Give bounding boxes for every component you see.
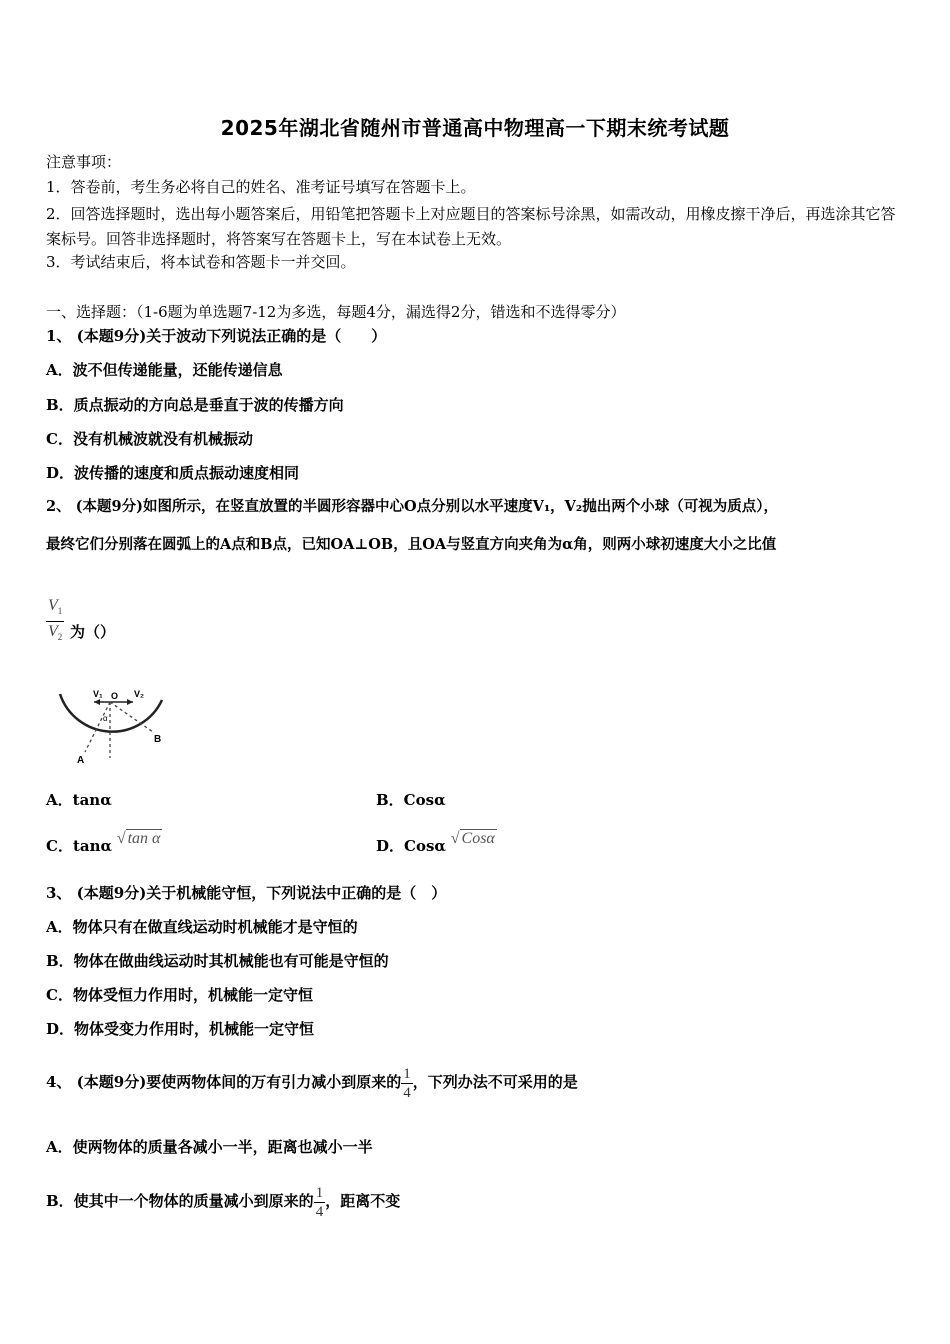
label-b: B bbox=[154, 734, 162, 745]
section-heading: 一、选择题：（1-6题为单选题7-12为多选，每题4分，漏选得2分，错选和不选得零分） bbox=[46, 303, 626, 321]
v1-arrow-icon bbox=[94, 699, 100, 705]
notice-heading: 注意事项： bbox=[46, 153, 122, 171]
q2-option-d-row bbox=[376, 830, 497, 857]
q2-ratio-numerator-sub: 1 bbox=[57, 606, 63, 617]
q4-stem bbox=[46, 1062, 578, 1102]
q2-option-d: D．Cosα bbox=[376, 837, 446, 855]
q2-option-c-row bbox=[46, 830, 162, 857]
q4-option-b-fraction bbox=[314, 1184, 326, 1221]
label-v1: V₁ bbox=[93, 689, 103, 699]
q2-option-a: A．tanα bbox=[46, 791, 112, 809]
q2-ratio-denominator: V bbox=[48, 623, 58, 641]
q4-fraction-numerator: 1 bbox=[403, 1065, 411, 1082]
q4-option-b-numerator: 1 bbox=[315, 1184, 324, 1201]
q2-ratio-denominator-sub: 2 bbox=[57, 632, 63, 643]
q3-option-c: C．物体受恒力作用时，机械能一定守恒 bbox=[46, 986, 313, 1004]
q2-option-b: B．Cosα bbox=[376, 791, 446, 809]
notice-item-2: 2．回答选择题时，选出每小题答案后，用铅笔把答题卡上对应题目的答案标号涂黑，如需改动，用橡皮擦干净后，再选涂其它答案标号。回答非选择题时，将答案写在答题卡上，写在本试卷上无效。 bbox=[46, 205, 896, 248]
label-o: O bbox=[111, 691, 119, 701]
q2-semicircle-figure bbox=[50, 680, 180, 770]
q1-option-c: C．没有机械波就没有机械振动 bbox=[46, 430, 253, 448]
q2-option-d-sqrt: √ Cosα bbox=[450, 830, 495, 847]
q4-option-b-denominator: 4 bbox=[315, 1203, 324, 1220]
notice-item-1: 1．答卷前，考生务必将自己的姓名、准考证号填写在答题卡上。 bbox=[46, 178, 476, 196]
q1-option-a: A．波不但传递能量，还能传递信息 bbox=[46, 361, 283, 379]
q4-fraction bbox=[401, 1065, 413, 1102]
label-v2: V₂ bbox=[134, 689, 145, 699]
q2-stem-tail: 为（） bbox=[70, 623, 116, 641]
q4-option-b-pre: B．使其中一个物体的质量减小到原来的 bbox=[46, 1192, 314, 1210]
q4-option-a: A．使两物体的质量各减小一半，距离也减小一半 bbox=[46, 1138, 373, 1156]
q3-option-a: A．物体只有在做直线运动时机械能才是守恒的 bbox=[46, 918, 358, 936]
page-title: 2025年湖北省随州市普通高中物理高一下期末统考试题 bbox=[220, 116, 730, 140]
notice-item-3: 3．考试结束后，将本试卷和答题卡一并交回。 bbox=[46, 253, 356, 271]
q2-stem-line1: 2、 (本题9分)如图所示，在竖直放置的半圆形容器中心O点分别以水平速度V₁，V₂抛出两个小球（可视为质点）， bbox=[46, 498, 779, 515]
q2-option-c-sqrt: √ tan α bbox=[116, 830, 161, 847]
q1-option-d: D．波传播的速度和质点振动速度相同 bbox=[46, 464, 300, 482]
label-a: A bbox=[77, 755, 85, 766]
q2-ratio-numerator: V bbox=[48, 597, 58, 614]
q1-stem: 1、 (本题9分)关于波动下列说法正确的是（ ） bbox=[46, 327, 387, 345]
q2-option-c: C．tanα bbox=[46, 837, 113, 855]
q2-velocity-ratio bbox=[46, 596, 64, 647]
q3-option-d: D．物体受变力作用时，机械能一定守恒 bbox=[46, 1020, 315, 1038]
q3-stem: 3、 (本题9分)关于机械能守恒，下列说法中正确的是（ ） bbox=[46, 884, 447, 902]
q4-option-b-post: ，距离不变 bbox=[325, 1192, 401, 1210]
q2-option-d-radicand: Cosα bbox=[461, 830, 495, 847]
q1-option-b: B．质点振动的方向总是垂直于波的传播方向 bbox=[46, 396, 344, 414]
q4-fraction-denominator: 4 bbox=[403, 1084, 411, 1101]
q2-stem-line2: 最终它们分别落在圆弧上的A点和B点，已知OA⊥OB，且OA与竖直方向夹角为α角，则两小球初速度大小之比值 bbox=[46, 536, 777, 553]
q3-option-b: B．物体在做曲线运动时其机械能也有可能是守恒的 bbox=[46, 952, 389, 970]
q4-stem-pre: 4、 (本题9分)要使两物体间的万有引力减小到原来的 bbox=[46, 1073, 402, 1091]
q4-stem-post: ，下列办法不可采用的是 bbox=[412, 1073, 578, 1091]
label-alpha: α bbox=[103, 714, 108, 723]
q2-option-c-radicand: tan α bbox=[127, 830, 161, 847]
v2-arrow-icon bbox=[127, 699, 133, 705]
q4-option-b bbox=[46, 1181, 400, 1221]
